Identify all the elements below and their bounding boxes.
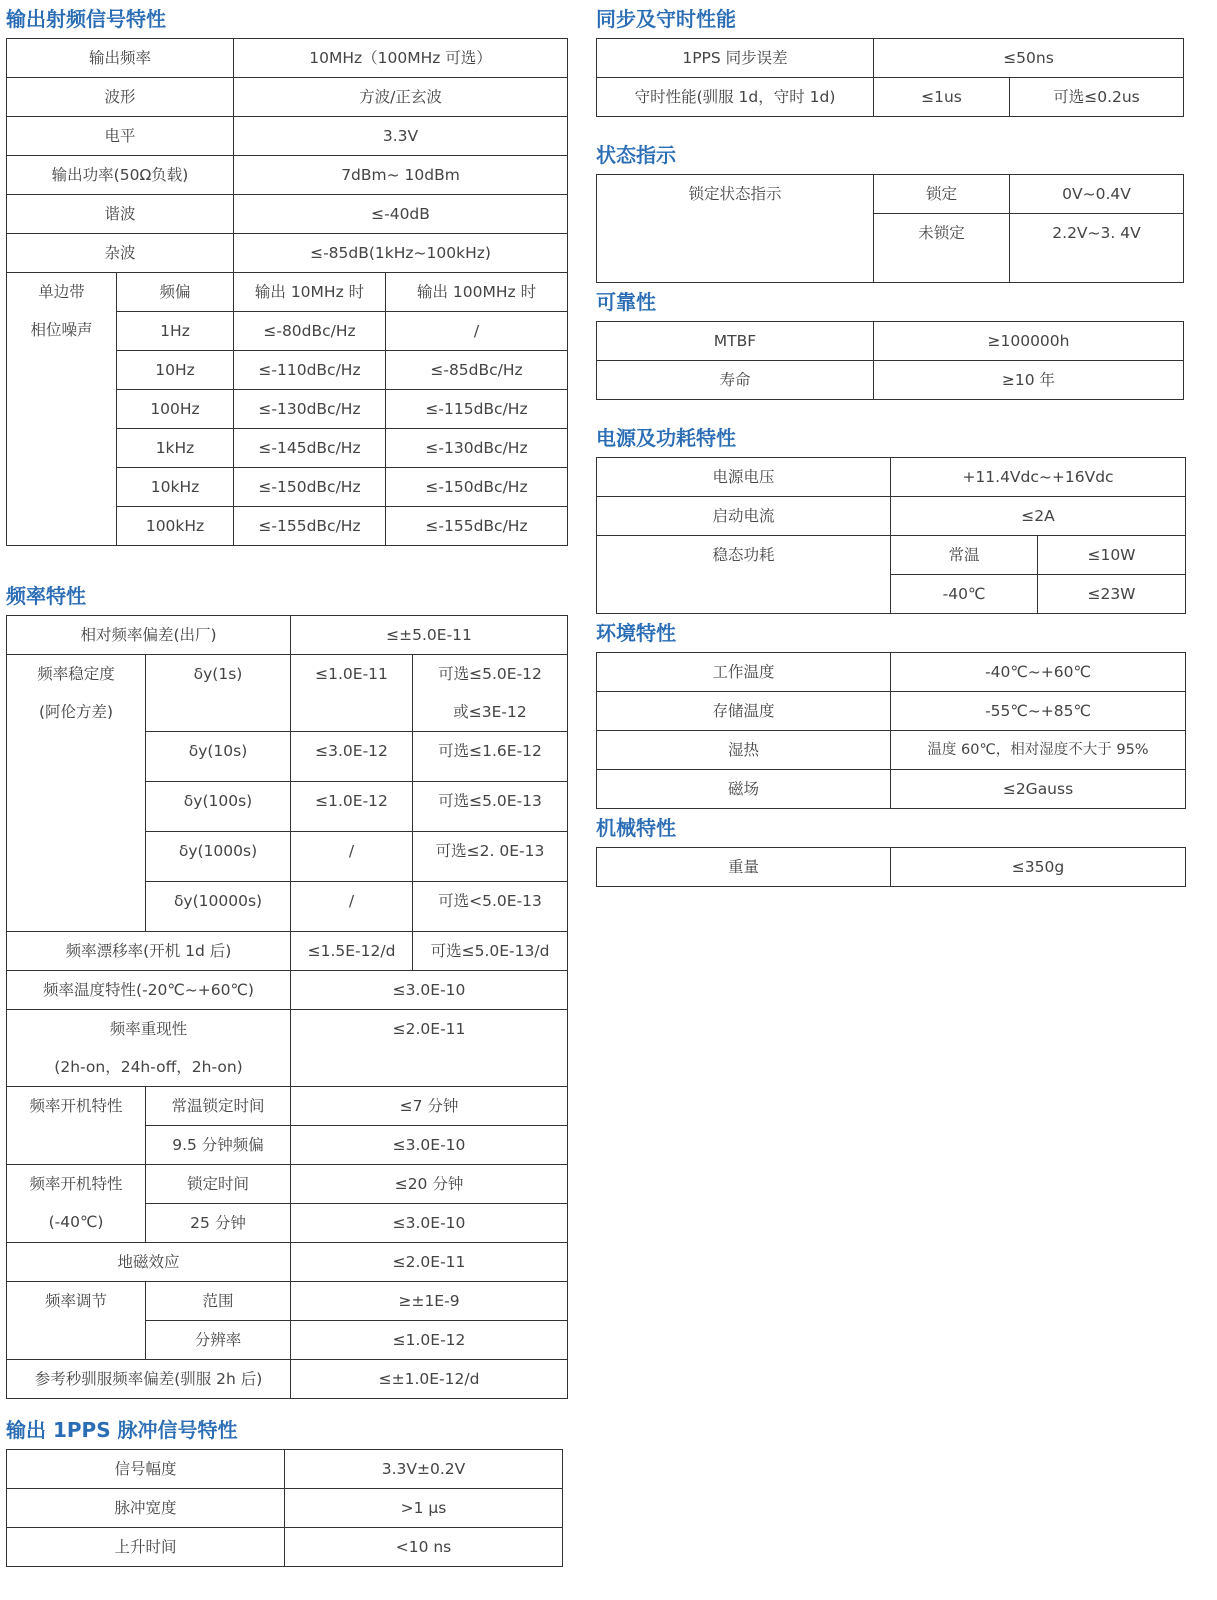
table-cell: 频率漂移率(开机 1d 后) bbox=[7, 932, 291, 971]
table-cell: 频率开机特性 bbox=[7, 1087, 146, 1165]
table-cell: 谐波 bbox=[7, 195, 234, 234]
table-cell: 频偏 bbox=[117, 273, 234, 312]
section-power bbox=[596, 419, 1185, 614]
table-cell: 频率温度特性(-20℃~+60℃) bbox=[7, 971, 291, 1010]
table-row bbox=[7, 234, 568, 273]
section-freq bbox=[6, 577, 567, 1399]
stability-label-line1: 频率稳定度 bbox=[37, 665, 115, 683]
table-cell: 25 分钟 bbox=[146, 1204, 291, 1243]
table-cell: 波形 bbox=[7, 78, 234, 117]
table-cell: 磁场 bbox=[597, 770, 891, 809]
table-cell: δy(1000s) bbox=[146, 832, 291, 882]
freq-table bbox=[6, 615, 568, 1399]
table-cell bbox=[7, 1010, 291, 1087]
table-row bbox=[7, 1360, 568, 1399]
stability-label-cell bbox=[7, 655, 146, 932]
table-cell: ≤1us bbox=[874, 78, 1010, 117]
section-sync bbox=[596, 0, 1183, 117]
table-cell: 100Hz bbox=[117, 390, 234, 429]
table-cell: ≤-80dBc/Hz bbox=[234, 312, 386, 351]
table-cell-line2: (2h-on，24h-off，2h-on) bbox=[54, 1058, 243, 1076]
table-cell: 启动电流 bbox=[597, 497, 891, 536]
table-cell: >1 µs bbox=[285, 1489, 563, 1528]
table-row bbox=[597, 458, 1186, 497]
table-row bbox=[597, 361, 1184, 400]
section-title: 可靠性 bbox=[596, 290, 656, 314]
table-cell: 脉冲宽度 bbox=[7, 1489, 285, 1528]
table-cell: ≤3.0E-10 bbox=[291, 1126, 568, 1165]
table-cell: 常温 bbox=[891, 536, 1038, 575]
table-cell: ≤±1.0E-12/d bbox=[291, 1360, 568, 1399]
table-row bbox=[7, 971, 568, 1010]
table-row bbox=[597, 536, 1186, 575]
table-row bbox=[7, 932, 568, 971]
table-cell: 输出 10MHz 时 bbox=[234, 273, 386, 312]
table-cell: ≤10W bbox=[1038, 536, 1186, 575]
table-cell: 上升时间 bbox=[7, 1528, 285, 1567]
table-cell: 3.3V±0.2V bbox=[285, 1450, 563, 1489]
table-cell: ≤1.0E-11 bbox=[291, 655, 413, 732]
reliability-table bbox=[596, 321, 1184, 400]
table-row bbox=[7, 39, 568, 78]
table-cell: 可选<5.0E-13 bbox=[413, 882, 568, 932]
table-cell: ≤1.0E-12 bbox=[291, 782, 413, 832]
table-cell: ≤-155dBc/Hz bbox=[386, 507, 568, 546]
table-cell: 输出 100MHz 时 bbox=[386, 273, 568, 312]
section-mech bbox=[596, 809, 1185, 887]
table-row bbox=[597, 848, 1186, 887]
table-cell-line1: 频率重现性 bbox=[109, 1020, 188, 1038]
section-title: 同步及守时性能 bbox=[596, 7, 736, 31]
table-cell: ≤3.0E-10 bbox=[291, 971, 568, 1010]
pps-table bbox=[6, 1449, 563, 1567]
table-cell: ≤23W bbox=[1038, 575, 1186, 614]
status-table bbox=[596, 174, 1184, 283]
table-cell: 地磁效应 bbox=[7, 1243, 291, 1282]
table-cell: 10kHz bbox=[117, 468, 234, 507]
table-cell: 可选≤5.0E-13/d bbox=[413, 932, 568, 971]
table-cell: 存储温度 bbox=[597, 692, 891, 731]
env-table bbox=[596, 652, 1186, 809]
table-cell: -40℃ bbox=[891, 575, 1038, 614]
table-cell: 频率调节 bbox=[7, 1282, 146, 1360]
table-cell: 锁定状态指示 bbox=[597, 175, 874, 283]
power-table bbox=[596, 457, 1186, 614]
table-cell: 7dBm~ 10dBm bbox=[234, 156, 568, 195]
table-cell: -40℃~+60℃ bbox=[891, 653, 1186, 692]
table-cell: ≤-150dBc/Hz bbox=[234, 468, 386, 507]
table-cell: 杂波 bbox=[7, 234, 234, 273]
table-row bbox=[597, 731, 1186, 770]
table-row bbox=[597, 770, 1186, 809]
section-rf bbox=[6, 0, 567, 546]
table-cell: ≥±1E-9 bbox=[291, 1282, 568, 1321]
ssb-label-line2: 相位噪声 bbox=[30, 321, 93, 339]
section-pps bbox=[6, 1411, 562, 1567]
table-cell: 工作温度 bbox=[597, 653, 891, 692]
table-row bbox=[7, 1165, 568, 1204]
table-cell: ≤2Gauss bbox=[891, 770, 1186, 809]
table-cell: ≤7 分钟 bbox=[291, 1087, 568, 1126]
mech-table bbox=[596, 847, 1186, 887]
table-row bbox=[7, 195, 568, 234]
table-cell: 10MHz（100MHz 可选） bbox=[234, 39, 568, 78]
table-row bbox=[597, 322, 1184, 361]
table-cell: 0V~0.4V bbox=[1010, 175, 1184, 214]
table-cell: 信号幅度 bbox=[7, 1450, 285, 1489]
table-cell: 寿命 bbox=[597, 361, 874, 400]
table-cell: ≤-155dBc/Hz bbox=[234, 507, 386, 546]
table-cell: ≤-150dBc/Hz bbox=[386, 468, 568, 507]
table-cell: ≤50ns bbox=[874, 39, 1184, 78]
table-cell-line2: 或≤3E-12 bbox=[453, 703, 527, 721]
table-cell: 可选≤0.2us bbox=[1010, 78, 1184, 117]
table-cell: MTBF bbox=[597, 322, 874, 361]
table-cell: ≤350g bbox=[891, 848, 1186, 887]
table-cell: 输出功率(50Ω负载) bbox=[7, 156, 234, 195]
table-cell: 分辨率 bbox=[146, 1321, 291, 1360]
table-cell: 10Hz bbox=[117, 351, 234, 390]
section-title: 环境特性 bbox=[596, 621, 676, 645]
table-cell: δy(10s) bbox=[146, 732, 291, 782]
table-cell: ≤2A bbox=[891, 497, 1186, 536]
section-title: 输出射频信号特性 bbox=[6, 7, 166, 31]
table-row bbox=[7, 117, 568, 156]
table-cell: ≤2.0E-11 bbox=[291, 1243, 568, 1282]
section-env bbox=[596, 614, 1185, 809]
table-cell: 稳态功耗 bbox=[597, 536, 891, 614]
table-cell: / bbox=[291, 882, 413, 932]
ssb-label-line1: 单边带 bbox=[38, 283, 85, 301]
table-cell: 1Hz bbox=[117, 312, 234, 351]
sync-table bbox=[596, 38, 1184, 117]
table-cell: 电平 bbox=[7, 117, 234, 156]
table-cell: 1PPS 同步误差 bbox=[597, 39, 874, 78]
table-cell: 范围 bbox=[146, 1282, 291, 1321]
table-row bbox=[7, 1087, 568, 1126]
table-cell: 可选≤2. 0E-13 bbox=[413, 832, 568, 882]
table-cell: 未锁定 bbox=[874, 214, 1010, 283]
table-cell: 100kHz bbox=[117, 507, 234, 546]
table-row bbox=[7, 1528, 563, 1567]
table-cell: ≤-85dBc/Hz bbox=[386, 351, 568, 390]
section-title: 机械特性 bbox=[596, 816, 676, 840]
section-title: 状态指示 bbox=[596, 143, 676, 167]
section-reliability bbox=[596, 283, 1183, 400]
table-cell: δy(100s) bbox=[146, 782, 291, 832]
table-cell: 锁定 bbox=[874, 175, 1010, 214]
table-row bbox=[597, 175, 1184, 214]
table-cell: ≤-145dBc/Hz bbox=[234, 429, 386, 468]
table-cell: 1kHz bbox=[117, 429, 234, 468]
table-cell: -55℃~+85℃ bbox=[891, 692, 1186, 731]
table-cell: / bbox=[291, 832, 413, 882]
table-cell: ≤-130dBc/Hz bbox=[234, 390, 386, 429]
table-row bbox=[7, 655, 568, 732]
table-cell: 重量 bbox=[597, 848, 891, 887]
table-row bbox=[597, 78, 1184, 117]
table-cell: ≤1.0E-12 bbox=[291, 1321, 568, 1360]
table-row bbox=[7, 1010, 568, 1087]
table-row bbox=[597, 653, 1186, 692]
section-title: 电源及功耗特性 bbox=[596, 426, 736, 450]
table-cell: ≥100000h bbox=[874, 322, 1184, 361]
table-row bbox=[7, 1282, 568, 1321]
table-cell: ≤-40dB bbox=[234, 195, 568, 234]
stability-label-line2: (阿伦方差) bbox=[38, 703, 114, 721]
table-row bbox=[597, 692, 1186, 731]
rf-table bbox=[6, 38, 568, 546]
table-row bbox=[597, 39, 1184, 78]
table-row bbox=[7, 1489, 563, 1528]
table-cell-line2: (-40℃) bbox=[48, 1213, 104, 1231]
table-cell: ≤-115dBc/Hz bbox=[386, 390, 568, 429]
table-cell: 9.5 分钟频偏 bbox=[146, 1126, 291, 1165]
table-cell: 输出频率 bbox=[7, 39, 234, 78]
table-cell: 湿热 bbox=[597, 731, 891, 770]
table-cell: ≥10 年 bbox=[874, 361, 1184, 400]
section-title: 频率特性 bbox=[6, 584, 86, 608]
table-cell: <10 ns bbox=[285, 1528, 563, 1567]
table-cell bbox=[7, 1165, 146, 1243]
table-cell: 守时性能(驯服 1d，守时 1d) bbox=[597, 78, 874, 117]
table-cell-line1: 可选≤5.0E-12 bbox=[438, 665, 542, 683]
table-cell: ≤-130dBc/Hz bbox=[386, 429, 568, 468]
table-row bbox=[597, 497, 1186, 536]
table-cell: 可选≤1.6E-12 bbox=[413, 732, 568, 782]
table-cell: 可选≤5.0E-13 bbox=[413, 782, 568, 832]
table-cell: 相对频率偏差(出厂) bbox=[7, 616, 291, 655]
table-cell: 3.3V bbox=[234, 117, 568, 156]
table-row bbox=[7, 78, 568, 117]
table-cell: ≤3.0E-12 bbox=[291, 732, 413, 782]
table-cell: 方波/正玄波 bbox=[234, 78, 568, 117]
table-cell: 温度 60℃，相对湿度不大于 95% bbox=[891, 731, 1186, 770]
table-cell: ≤±5.0E-11 bbox=[291, 616, 568, 655]
table-cell: +11.4Vdc~+16Vdc bbox=[891, 458, 1186, 497]
table-row bbox=[7, 1450, 563, 1489]
table-cell: ≤3.0E-10 bbox=[291, 1204, 568, 1243]
table-row bbox=[7, 273, 568, 312]
table-cell: 常温锁定时间 bbox=[146, 1087, 291, 1126]
section-status bbox=[596, 136, 1183, 283]
table-cell: ≤-85dB(1kHz~100kHz) bbox=[234, 234, 568, 273]
table-row bbox=[7, 156, 568, 195]
section-title: 输出 1PPS 脉冲信号特性 bbox=[6, 1418, 238, 1442]
table-cell: ≤20 分钟 bbox=[291, 1165, 568, 1204]
table-cell: 锁定时间 bbox=[146, 1165, 291, 1204]
table-cell: δy(10000s) bbox=[146, 882, 291, 932]
ssb-label-cell bbox=[7, 273, 117, 546]
table-cell: 参考秒驯服频率偏差(驯服 2h 后) bbox=[7, 1360, 291, 1399]
table-cell: ≤1.5E-12/d bbox=[291, 932, 413, 971]
table-cell: δy(1s) bbox=[146, 655, 291, 732]
table-cell-line1: 频率开机特性 bbox=[29, 1175, 123, 1193]
table-row bbox=[7, 616, 568, 655]
table-cell: / bbox=[386, 312, 568, 351]
table-cell: 2.2V~3. 4V bbox=[1010, 214, 1184, 283]
table-cell bbox=[413, 655, 568, 732]
table-cell: ≤-110dBc/Hz bbox=[234, 351, 386, 390]
table-cell: 电源电压 bbox=[597, 458, 891, 497]
table-row bbox=[7, 1243, 568, 1282]
table-cell: ≤2.0E-11 bbox=[291, 1010, 568, 1087]
